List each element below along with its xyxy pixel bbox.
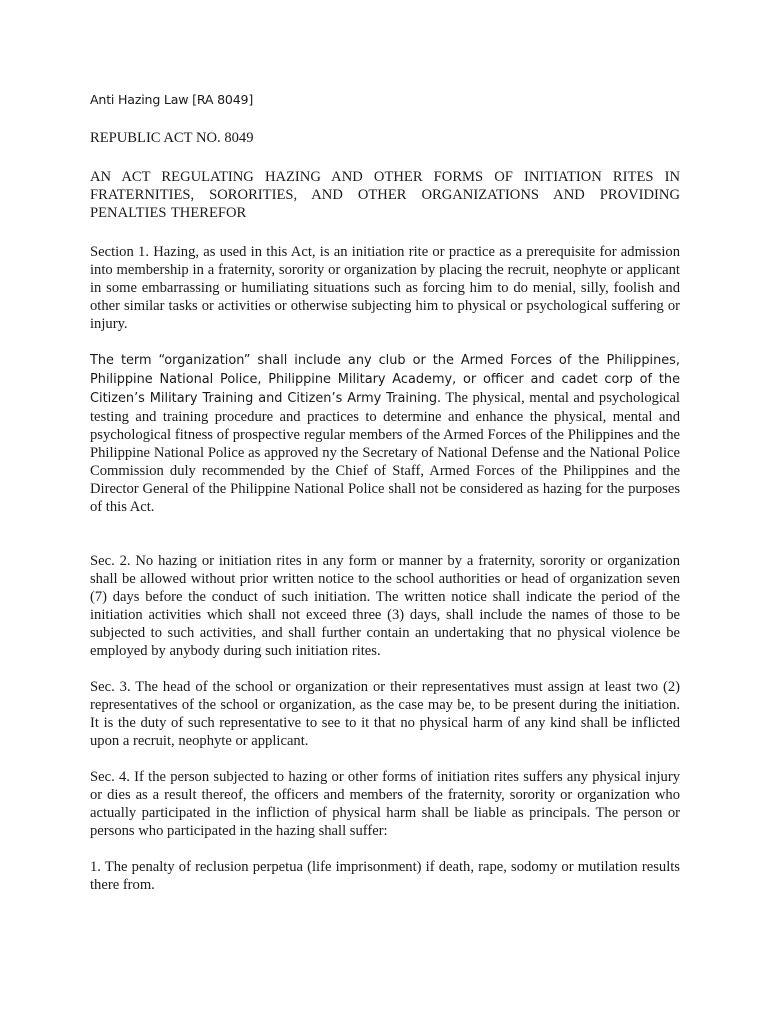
section-3-paragraph: Sec. 3. The head of the school or organization or their representatives must assign at least two (2) representatives of the school or organization, as the case may be, to be present during the initiation. It is the duty of such representative to see to it that no physical harm of any kind shall be inflicted upon a recruit, neophyte or applicant. [90,679,680,749]
act-title: AN ACT REGULATING HAZING AND OTHER FORMS OF INITIATION RITES IN FRATERNITIES, SORORITIES, AND OTHER ORGANIZATIONS AND PROVIDING PENALTIES THEREFOR [90,169,680,221]
organization-definition-part-1: The term “organization” shall include any club or the Armed Forces of the Philippines, Philippine National Police, Philippine Military Academy, or officer and cadet corp of the Citizen’s Military Training and Citizen’s Army Training. [90,353,680,406]
organization-definition-part-2: The physical, mental and psychological testing and training procedure and practices to determine and enhance the physical, mental and psychological fitness of prospective regular members of the Armed Forces of the Philippines and the Philippine National Police as approved ny the Secretary of National Defense and the National Police Commission duly recommended by the Chief of Staff, Armed Forces of the Philippines and the Director General of the Philippine National Police shall not be considered as hazing for the purposes of this Act. [90,390,680,515]
document-header: Anti Hazing Law [RA 8049] [90,92,254,107]
organization-definition-paragraph [90,351,680,516]
section-4-paragraph: Sec. 4. If the person subjected to hazing or other forms of initiation rites suffers any physical injury or dies as a result thereof, the officers and members of the fraternity, sorority or organization who actually participated in the infliction of physical harm shall be liable as principals. The person or persons who participated in the hazing shall suffer: [90,769,680,839]
act-number: REPUBLIC ACT NO. 8049 [90,130,254,146]
section-2-paragraph: Sec. 2. No hazing or initiation rites in any form or manner by a fraternity, sorority or organization shall be allowed without prior written notice to the school authorities or head of organization seven (7) days before the conduct of such initiation. The written notice shall indicate the period of the initiation activities which shall not exceed three (3) days, shall include the names of those to be subjected to such activities, and shall further contain an undertaking that no physical violence be employed by anybody during such initiation rites. [90,553,680,659]
penalty-item-1: 1. The penalty of reclusion perpetua (life imprisonment) if death, rape, sodomy or mutilation results there from. [90,859,680,893]
document-page [90,92,680,912]
section-1-paragraph: Section 1. Hazing, as used in this Act, is an initiation rite or practice as a prerequisite for admission into membership in a fraternity, sorority or organization by placing the recruit, neophyte or applicant in some embarrassing or humiliating situations such as forcing him to do menial, silly, foolish and other similar tasks or activities or otherwise subjecting him to physical or psychological suffering or injury. [90,244,680,332]
